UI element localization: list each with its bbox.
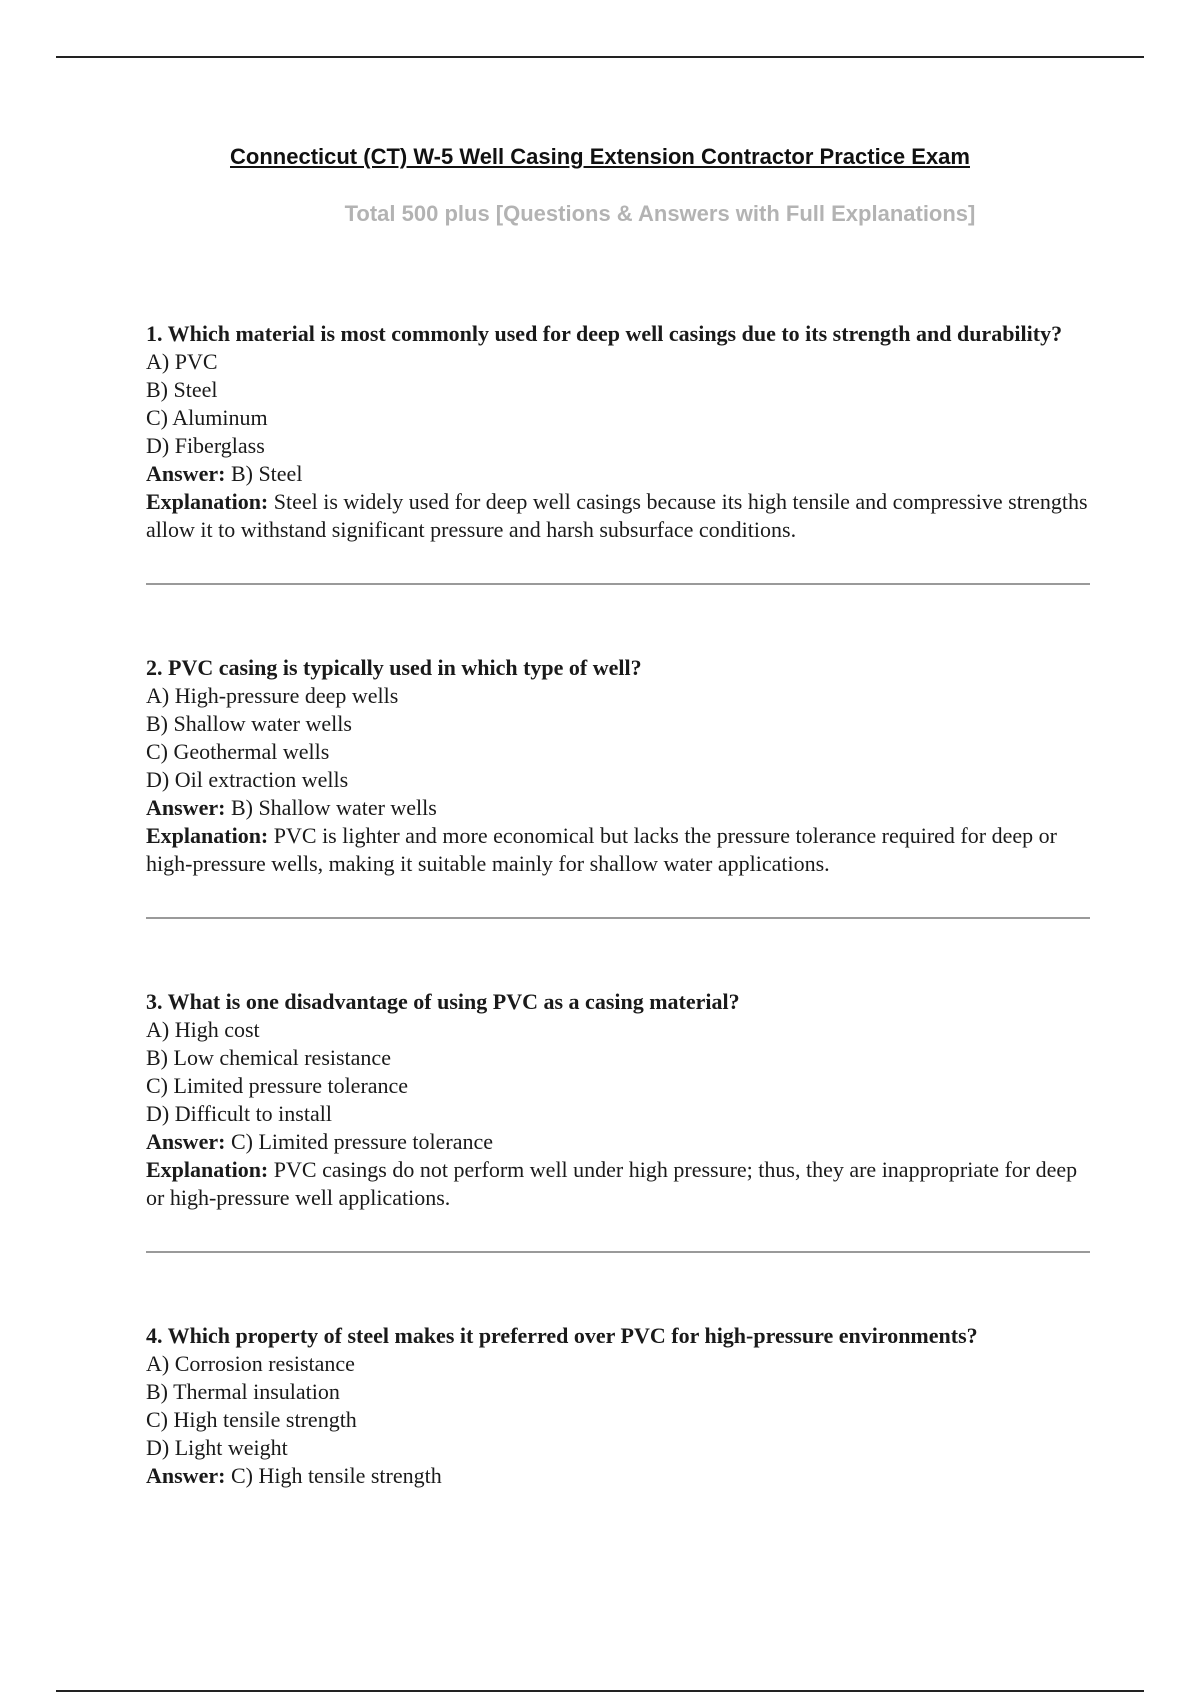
bottom-rule [56,1690,1144,1692]
option-b: B) Thermal insulation [146,1379,340,1404]
explanation-label: Explanation: [146,489,269,514]
question-text: 3. What is one disadvantage of using PVC as a casing material? [146,989,740,1014]
option-list [146,1016,1090,1128]
option-a: A) High-pressure deep wells [146,683,399,708]
answer-value: B) Shallow water wells [230,795,437,820]
question-separator [146,917,1090,919]
document-title: Connecticut (CT) W-5 Well Casing Extension Contractor Practice Exam [230,144,970,169]
answer-value: B) Steel [230,461,303,486]
answer-line [146,1128,1090,1156]
option-c: C) High tensile strength [146,1407,357,1432]
option-d: D) Fiberglass [146,433,265,458]
document-subtitle: Total 500 plus [Questions & Answers with Full Explanations] [344,201,976,226]
explanation-label: Explanation: [146,823,269,848]
answer-label: Answer: [146,1129,226,1154]
question-text: 2. PVC casing is typically used in which type of well? [146,655,642,680]
answer-label: Answer: [146,1463,226,1488]
explanation-line [146,822,1090,878]
option-b: B) Low chemical resistance [146,1045,391,1070]
question-separator [146,583,1090,585]
question-2 [146,654,1090,878]
explanation-text: Steel is widely used for deep well casings because its high tensile and compressive strengths allow it to withstand significant pressure and harsh subsurface conditions. [146,489,1088,542]
option-d: D) Difficult to install [146,1101,332,1126]
answer-value: C) Limited pressure tolerance [230,1129,494,1154]
answer-line [146,1462,1090,1490]
explanation-line [146,488,1090,544]
option-d: D) Oil extraction wells [146,767,349,792]
question-list [146,320,1090,1490]
option-list [146,348,1090,460]
answer-line [146,794,1090,822]
answer-value: C) High tensile strength [230,1463,442,1488]
explanation-text: PVC casings do not perform well under high pressure; thus, they are inappropriate for deep or high-pressure well applications. [146,1157,1078,1210]
question-text: 1. Which material is most commonly used for deep well casings due to its strength and durability? [146,321,1063,346]
explanation-text: PVC is lighter and more economical but lacks the pressure tolerance required for deep or high-pressure wells, making it suitable mainly for shallow water applications. [146,823,1057,876]
option-c: C) Aluminum [146,405,268,430]
option-b: B) Steel [146,377,218,402]
option-a: A) PVC [146,349,218,374]
explanation-line [146,1156,1090,1212]
answer-label: Answer: [146,795,226,820]
answer-label: Answer: [146,461,226,486]
option-c: C) Geothermal wells [146,739,330,764]
question-3 [146,988,1090,1212]
question-4 [146,1322,1090,1490]
question-1 [146,320,1090,544]
question-text: 4. Which property of steel makes it preferred over PVC for high-pressure environments? [146,1323,978,1348]
option-list [146,682,1090,794]
explanation-label: Explanation: [146,1157,269,1182]
question-separator [146,1251,1090,1253]
option-a: A) High cost [146,1017,260,1042]
option-c: C) Limited pressure tolerance [146,1073,409,1098]
option-b: B) Shallow water wells [146,711,352,736]
option-a: A) Corrosion resistance [146,1351,355,1376]
option-d: D) Light weight [146,1435,288,1460]
option-list [146,1350,1090,1462]
top-rule [56,56,1144,58]
answer-line [146,460,1090,488]
